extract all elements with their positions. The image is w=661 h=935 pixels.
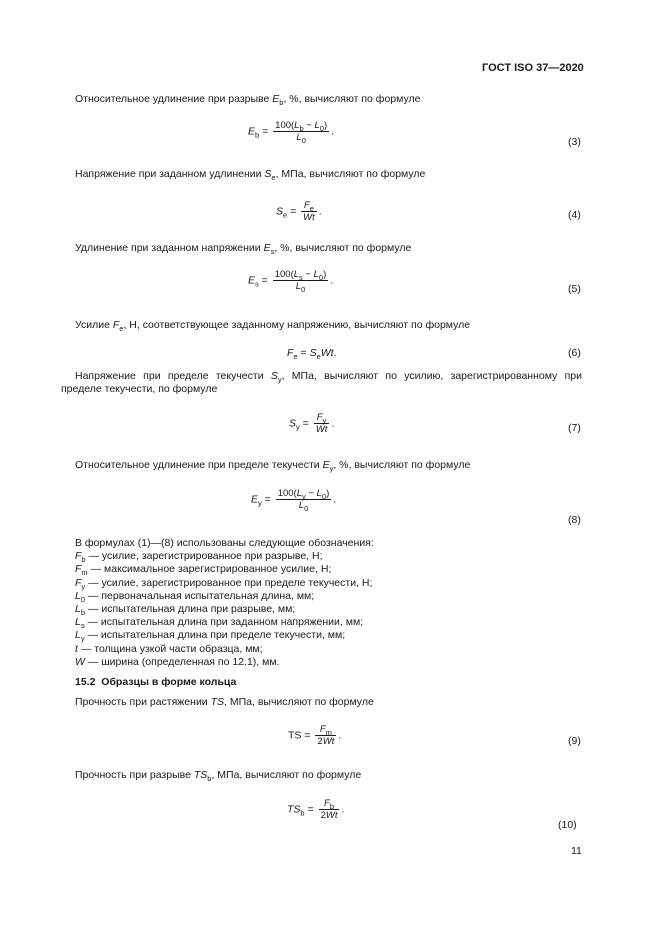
equation-number: (6): [568, 347, 581, 359]
intro-es: Удлинение при заданном напряжении $E_s$, %, вычисляют по формуле: [75, 242, 412, 256]
equation: $S_y$ = $\frac{F_y}{Wt}$ .: [289, 412, 335, 435]
symbol-legend: [75, 537, 374, 669]
legend-item: $L_s$ — испытательная длина при заданном напряжении, мм;: [75, 616, 364, 631]
equation: $TS_b$ = $\frac{F_b}{2Wt}$ .: [287, 798, 345, 821]
equation: TS = $\frac{F_m}{2Wt}$ .: [288, 724, 342, 747]
equation-number: (4): [568, 209, 581, 221]
equation: $F_e = S_eWt$.: [287, 347, 337, 361]
equation: $E_s$ = $\frac{100(L_s - L_0)}{L_0}$ .: [248, 269, 334, 294]
equation: $E_y$ = $\frac{100(L_y - L_0)}{L_0}$ .: [251, 488, 337, 513]
page-number: 11: [571, 845, 582, 857]
section-title: Образцы в форме кольца: [101, 676, 237, 688]
fraction: $\frac{100(L_s - L_0)}{L_0}$: [274, 269, 327, 294]
fraction: $\frac{F_y}{Wt}$: [315, 412, 328, 435]
intro-eb: Относительное удлинение при разрыве $E_b$, %, вычисляют по формуле: [75, 93, 421, 107]
intro-ts: Прочность при растяжении TS, МПа, вычисляют по формуле: [75, 696, 374, 708]
legend-item: t — толщина узкой части образца, мм;: [75, 642, 263, 655]
fraction: $\frac{F_e}{Wt}$: [303, 200, 315, 223]
equation-number: (5): [568, 283, 581, 295]
equation-number: (3): [568, 136, 581, 148]
equation-number: (10): [558, 819, 577, 831]
equation: $S_e$ = $\frac{F_e}{Wt}$ .: [276, 200, 322, 223]
intro-se: Напряжение при заданном удлинении $S_e$, МПа, вычисляют по формуле: [75, 168, 426, 182]
fraction: $\frac{F_b}{2Wt}$: [320, 798, 338, 821]
intro-ey: Относительное удлинение при пределе текучести $E_y$, %, вычисляют по формуле: [75, 459, 471, 473]
section-number: 15.2: [75, 676, 96, 688]
equation-number: (7): [568, 422, 581, 434]
legend-item: $L_y$ — испытательная длина при пределе текучести, мм;: [75, 629, 346, 644]
equation-number: (9): [568, 735, 581, 747]
legend-item: W — ширина (определенная по 12.1), мм.: [75, 655, 280, 668]
fraction: $\frac{100(L_y - L_0)}{L_0}$: [277, 488, 330, 513]
legend-item: $L_b$ — испытательная длина при разрыве, мм;: [75, 603, 296, 618]
legend-item: $L_0$ — первоначальная испытательная длина, мм;: [75, 589, 315, 604]
intro-tsb: Прочность при разрыве $TS_b$, МПа, вычисляют по формуле: [75, 769, 362, 783]
legend-item: $F_m$ — максимальное зарегистрированное усилие, Н;: [75, 563, 332, 578]
legend-item: $F_b$ — усилие, зарегистрированное при разрыве, Н;: [75, 550, 323, 565]
section-heading: [75, 676, 236, 688]
fraction: $\frac{100(L_b - L_0)}{L_0}$: [275, 120, 328, 145]
equation-number: (8): [568, 514, 581, 526]
intro-sy-line1: Напряжение при пределе текучести $S_y$, МПа, вычисляют по усилию, зарегистрированному при: [75, 370, 582, 384]
legend-item: $F_y$ — усилие, зарегистрированное при пределе текучести, Н;: [75, 576, 373, 591]
intro-fe: Усилие $F_e$, Н, соответствующее заданному напряжению, вычисляют по формуле: [75, 319, 471, 333]
document-header: ГОСТ ISO 37—2020: [482, 62, 584, 74]
fraction: $\frac{F_m}{2Wt}$: [317, 724, 335, 747]
equation: $E_b$ = $\frac{100(L_b - L_0)}{L_0}$ .: [248, 120, 335, 145]
intro-sy-line2: пределе текучести, по формуле: [61, 383, 218, 395]
legend-intro: В формулах (1)—(8) использованы следующие обозначения:: [75, 537, 374, 549]
